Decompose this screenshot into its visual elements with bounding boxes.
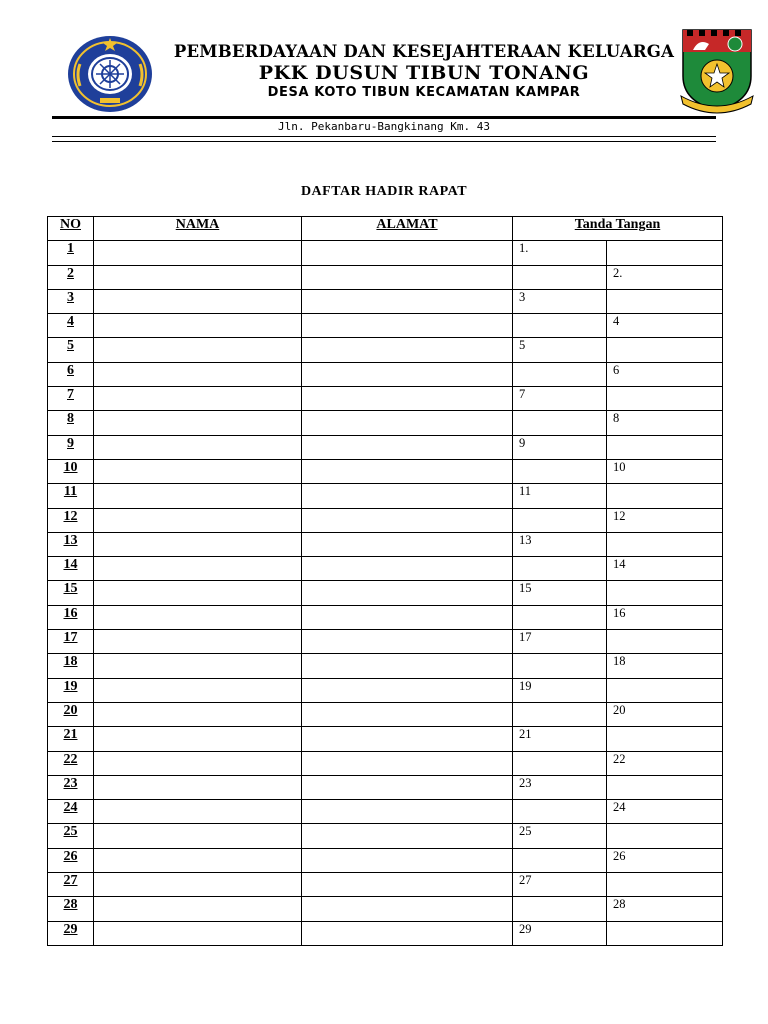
- table-row: [48, 532, 723, 556]
- table-row: [48, 678, 723, 702]
- signature-cell-right[interactable]: [607, 630, 723, 654]
- address-cell[interactable]: [302, 265, 513, 289]
- row-number: 12: [48, 508, 94, 532]
- pkk-emblem-icon: [66, 34, 154, 114]
- address-cell[interactable]: [302, 362, 513, 386]
- row-number: 9: [48, 435, 94, 459]
- signature-cell-left[interactable]: [513, 848, 607, 872]
- signature-cell-left[interactable]: [513, 605, 607, 629]
- org-address: Jln. Pekanbaru-Bangkinang Km. 43: [278, 120, 490, 133]
- address-cell[interactable]: [302, 702, 513, 726]
- name-cell[interactable]: [94, 581, 302, 605]
- signature-cell-left[interactable]: 13: [513, 532, 607, 556]
- row-number: 26: [48, 848, 94, 872]
- table-row: [48, 362, 723, 386]
- signature-cell-left[interactable]: [513, 411, 607, 435]
- table-row: [48, 630, 723, 654]
- address-cell[interactable]: [302, 921, 513, 945]
- name-cell[interactable]: [94, 848, 302, 872]
- table-row: [48, 727, 723, 751]
- header-rule-thin: [52, 141, 716, 142]
- address-cell[interactable]: [302, 241, 513, 265]
- name-cell[interactable]: [94, 654, 302, 678]
- signature-cell-right[interactable]: 12: [607, 508, 723, 532]
- signature-cell-right[interactable]: [607, 241, 723, 265]
- kampar-regency-crest-icon: [679, 26, 755, 114]
- row-number: 17: [48, 630, 94, 654]
- signature-cell-right[interactable]: 2.: [607, 265, 723, 289]
- signature-cell-right[interactable]: 6: [607, 362, 723, 386]
- signature-cell-right[interactable]: [607, 824, 723, 848]
- row-number: 5: [48, 338, 94, 362]
- signature-cell-right[interactable]: 10: [607, 459, 723, 483]
- signature-cell-right[interactable]: 8: [607, 411, 723, 435]
- signature-cell-right[interactable]: 16: [607, 605, 723, 629]
- column-header-tanda-tangan: Tanda Tangan: [513, 217, 723, 241]
- name-cell[interactable]: [94, 824, 302, 848]
- name-cell[interactable]: [94, 241, 302, 265]
- row-number: 8: [48, 411, 94, 435]
- signature-cell-left[interactable]: 29: [513, 921, 607, 945]
- table-row: [48, 751, 723, 775]
- table-row: [48, 459, 723, 483]
- row-number: 1: [48, 241, 94, 265]
- row-number: 23: [48, 775, 94, 799]
- address-cell[interactable]: [302, 338, 513, 362]
- address-cell[interactable]: [302, 411, 513, 435]
- table-row: [48, 800, 723, 824]
- address-cell[interactable]: [302, 824, 513, 848]
- signature-cell-left[interactable]: [513, 362, 607, 386]
- address-cell[interactable]: [302, 557, 513, 581]
- address-cell[interactable]: [302, 800, 513, 824]
- table-row: [48, 387, 723, 411]
- signature-cell-right[interactable]: 22: [607, 751, 723, 775]
- address-cell[interactable]: [302, 848, 513, 872]
- address-cell[interactable]: [302, 751, 513, 775]
- table-row: [48, 824, 723, 848]
- name-cell[interactable]: [94, 265, 302, 289]
- signature-cell-left[interactable]: [513, 459, 607, 483]
- signature-cell-right[interactable]: 14: [607, 557, 723, 581]
- table-row: [48, 557, 723, 581]
- signature-cell-left[interactable]: [513, 557, 607, 581]
- signature-cell-right[interactable]: 18: [607, 654, 723, 678]
- table-row: [48, 702, 723, 726]
- row-number: 14: [48, 557, 94, 581]
- row-number: 20: [48, 702, 94, 726]
- row-number: 3: [48, 289, 94, 313]
- row-number: 4: [48, 314, 94, 338]
- signature-cell-left[interactable]: 27: [513, 873, 607, 897]
- signature-cell-left[interactable]: 23: [513, 775, 607, 799]
- signature-cell-left[interactable]: [513, 751, 607, 775]
- name-cell[interactable]: [94, 532, 302, 556]
- signature-cell-left[interactable]: [513, 800, 607, 824]
- header-rule-thin: [52, 136, 716, 137]
- signature-cell-right[interactable]: [607, 532, 723, 556]
- table-row: [48, 873, 723, 897]
- signature-cell-left[interactable]: [513, 654, 607, 678]
- signature-cell-right[interactable]: [607, 338, 723, 362]
- name-cell[interactable]: [94, 921, 302, 945]
- address-cell[interactable]: [302, 873, 513, 897]
- column-header-nama: NAMA: [94, 217, 302, 241]
- signature-cell-left[interactable]: [513, 265, 607, 289]
- signature-cell-right[interactable]: [607, 775, 723, 799]
- name-cell[interactable]: [94, 435, 302, 459]
- row-number: 27: [48, 873, 94, 897]
- name-cell[interactable]: [94, 557, 302, 581]
- name-cell[interactable]: [94, 727, 302, 751]
- signature-cell-right[interactable]: [607, 581, 723, 605]
- table-row: [48, 411, 723, 435]
- name-cell[interactable]: [94, 411, 302, 435]
- address-cell[interactable]: [302, 727, 513, 751]
- table-row: [48, 775, 723, 799]
- name-cell[interactable]: [94, 775, 302, 799]
- name-cell[interactable]: [94, 508, 302, 532]
- address-cell[interactable]: [302, 775, 513, 799]
- address-cell[interactable]: [302, 459, 513, 483]
- row-number: 2: [48, 265, 94, 289]
- name-cell[interactable]: [94, 678, 302, 702]
- address-cell[interactable]: [302, 484, 513, 508]
- signature-cell-left[interactable]: 21: [513, 727, 607, 751]
- address-cell[interactable]: [302, 387, 513, 411]
- table-row: [48, 897, 723, 921]
- table-row: [48, 508, 723, 532]
- table-row: [48, 289, 723, 313]
- table-row: [48, 484, 723, 508]
- table-row: [48, 241, 723, 265]
- table-row: [48, 581, 723, 605]
- signature-cell-left[interactable]: [513, 897, 607, 921]
- name-cell[interactable]: [94, 800, 302, 824]
- column-header-alamat: ALAMAT: [302, 217, 513, 241]
- document-title: DAFTAR HADIR RAPAT: [300, 184, 468, 199]
- signature-cell-left[interactable]: 7: [513, 387, 607, 411]
- name-cell[interactable]: [94, 387, 302, 411]
- signature-cell-left[interactable]: 17: [513, 630, 607, 654]
- name-cell[interactable]: [94, 314, 302, 338]
- signature-cell-right[interactable]: 26: [607, 848, 723, 872]
- table-row: [48, 338, 723, 362]
- row-number: 25: [48, 824, 94, 848]
- name-cell[interactable]: [94, 751, 302, 775]
- address-cell[interactable]: [302, 630, 513, 654]
- row-number: 18: [48, 654, 94, 678]
- row-number: 22: [48, 751, 94, 775]
- signature-cell-right[interactable]: [607, 873, 723, 897]
- address-cell[interactable]: [302, 654, 513, 678]
- name-cell[interactable]: [94, 897, 302, 921]
- column-header-no: NO: [48, 217, 94, 241]
- signature-cell-left[interactable]: 9: [513, 435, 607, 459]
- signature-cell-right[interactable]: [607, 289, 723, 313]
- signature-cell-right[interactable]: [607, 435, 723, 459]
- row-number: 29: [48, 921, 94, 945]
- address-cell[interactable]: [302, 314, 513, 338]
- table-row: [48, 654, 723, 678]
- org-name: PEMBERDAYAAN DAN KESEJAHTERAAN KELUARGA: [173, 42, 675, 61]
- signature-cell-left[interactable]: 15: [513, 581, 607, 605]
- address-cell[interactable]: [302, 435, 513, 459]
- name-cell[interactable]: [94, 289, 302, 313]
- signature-cell-left[interactable]: 1.: [513, 241, 607, 265]
- table-row: [48, 314, 723, 338]
- row-number: 7: [48, 387, 94, 411]
- signature-cell-right[interactable]: [607, 484, 723, 508]
- table-row: [48, 605, 723, 629]
- table-row: [48, 265, 723, 289]
- name-cell[interactable]: [94, 630, 302, 654]
- name-cell[interactable]: [94, 702, 302, 726]
- address-cell[interactable]: [302, 289, 513, 313]
- signature-cell-right[interactable]: 24: [607, 800, 723, 824]
- name-cell[interactable]: [94, 362, 302, 386]
- signature-cell-right[interactable]: [607, 727, 723, 751]
- address-cell[interactable]: [302, 897, 513, 921]
- signature-cell-left[interactable]: [513, 702, 607, 726]
- name-cell[interactable]: [94, 873, 302, 897]
- row-number: 16: [48, 605, 94, 629]
- signature-cell-left[interactable]: 19: [513, 678, 607, 702]
- org-unit-name: PKK DUSUN TIBUN TONANG: [258, 62, 590, 84]
- address-cell[interactable]: [302, 605, 513, 629]
- address-cell[interactable]: [302, 508, 513, 532]
- name-cell[interactable]: [94, 605, 302, 629]
- row-number: 15: [48, 581, 94, 605]
- row-number: 6: [48, 362, 94, 386]
- signature-cell-left[interactable]: 25: [513, 824, 607, 848]
- attendance-table: [47, 216, 723, 946]
- address-cell[interactable]: [302, 581, 513, 605]
- signature-cell-right[interactable]: 20: [607, 702, 723, 726]
- row-number: 28: [48, 897, 94, 921]
- row-number: 13: [48, 532, 94, 556]
- signature-cell-right[interactable]: [607, 678, 723, 702]
- signature-cell-left[interactable]: 11: [513, 484, 607, 508]
- table-row: [48, 848, 723, 872]
- header-rule-thick: [52, 116, 716, 119]
- name-cell[interactable]: [94, 484, 302, 508]
- signature-cell-right[interactable]: 28: [607, 897, 723, 921]
- row-number: 10: [48, 459, 94, 483]
- signature-cell-right[interactable]: 4: [607, 314, 723, 338]
- signature-cell-right[interactable]: [607, 387, 723, 411]
- org-location: DESA KOTO TIBUN KECAMATAN KAMPAR: [267, 85, 581, 100]
- row-number: 19: [48, 678, 94, 702]
- signature-cell-left[interactable]: 3: [513, 289, 607, 313]
- address-cell[interactable]: [302, 532, 513, 556]
- row-number: 24: [48, 800, 94, 824]
- address-cell[interactable]: [302, 678, 513, 702]
- name-cell[interactable]: [94, 338, 302, 362]
- signature-cell-left[interactable]: 5: [513, 338, 607, 362]
- signature-cell-left[interactable]: [513, 508, 607, 532]
- name-cell[interactable]: [94, 459, 302, 483]
- signature-cell-right[interactable]: [607, 921, 723, 945]
- table-row: [48, 435, 723, 459]
- row-number: 11: [48, 484, 94, 508]
- table-row: [48, 921, 723, 945]
- row-number: 21: [48, 727, 94, 751]
- table-header-row: [48, 217, 723, 241]
- signature-cell-left[interactable]: [513, 314, 607, 338]
